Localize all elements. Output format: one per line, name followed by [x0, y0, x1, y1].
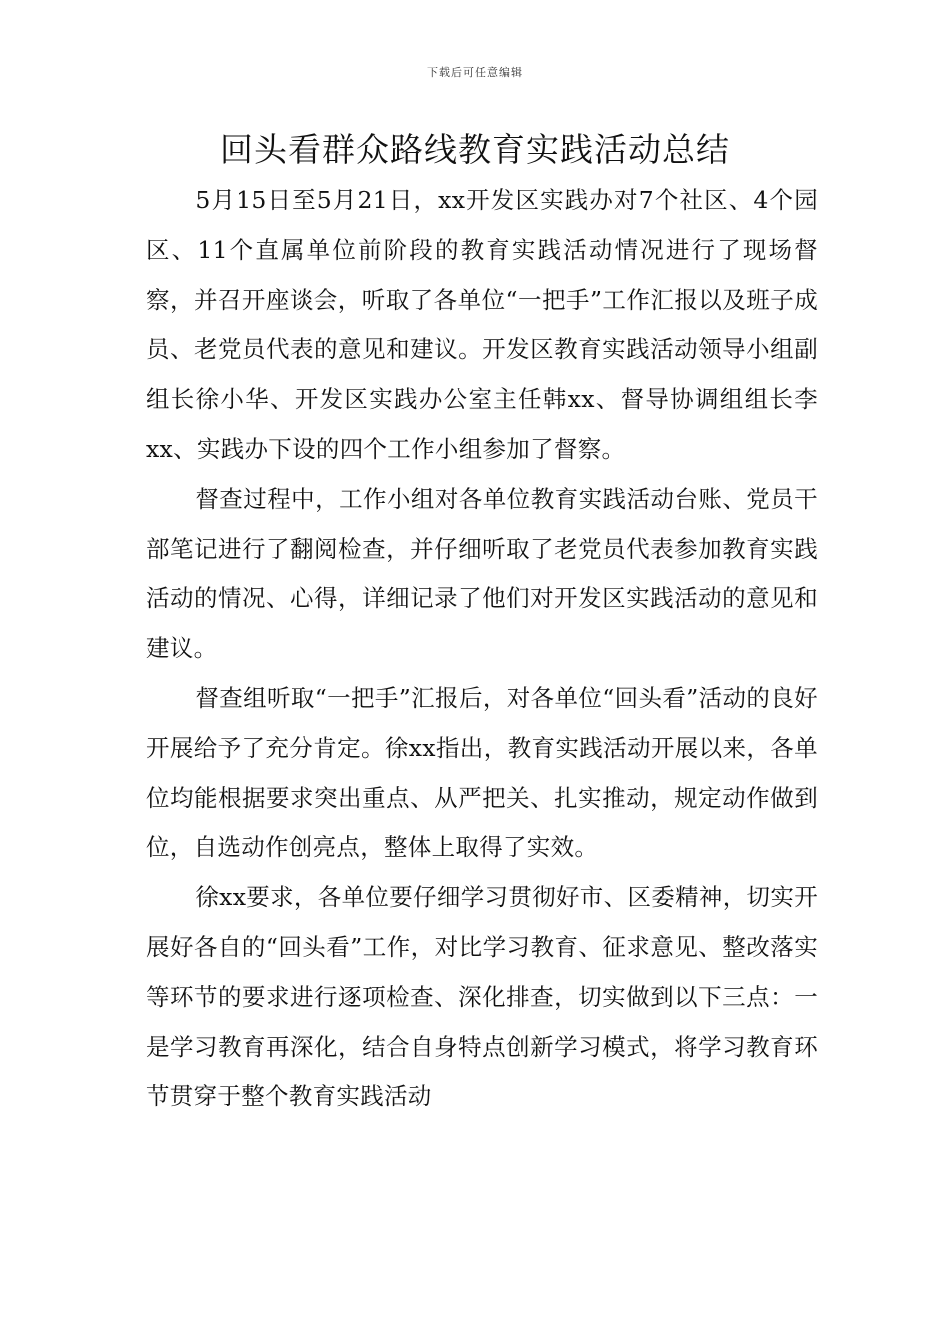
paragraph-3: 督查组听取“一把手”汇报后，对各单位“回头看”活动的良好开展给予了充分肯定。徐xx指出，教育实践活动开展以来，各单位均能根据要求突出重点、从严把关、扎实推动，规定动作做到位，自选动作创亮点，整体上取得了实效。	[146, 683, 818, 862]
document-title: 回头看群众路线教育实践活动总结	[220, 130, 730, 169]
header-note: 下载后可任意编辑	[427, 66, 523, 79]
paragraph-2: 督查过程中，工作小组对各单位教育实践活动台账、党员干部笔记进行了翻阅检查，并仔细听取了老党员代表参加教育实践活动的情况、心得，详细记录了他们对开发区实践活动的意见和建议。	[146, 484, 818, 663]
paragraph-4: 徐xx要求，各单位要仔细学习贯彻好市、区委精神，切实开展好各自的“回头看”工作，对比学习教育、征求意见、整改落实等环节的要求进行逐项检查、深化排查，切实做到以下三点：一是学习教育再深化，结合自身特点创新学习模式，将学习教育环节贯穿于整个教育实践活动	[146, 883, 818, 1111]
paragraph-1: 5月15日至5月21日，xx开发区实践办对7个社区、4个园区、11个直属单位前阶段的教育实践活动情况进行了现场督察，并召开座谈会，听取了各单位“一把手”工作汇报以及班子成员、老党员代表的意见和建议。开发区教育实践活动领导小组副组长徐小华、开发区实践办公室主任韩xx、督导协调组组长李xx、实践办下设的四个工作小组参加了督察。	[146, 186, 818, 463]
document-body	[146, 176, 818, 1122]
